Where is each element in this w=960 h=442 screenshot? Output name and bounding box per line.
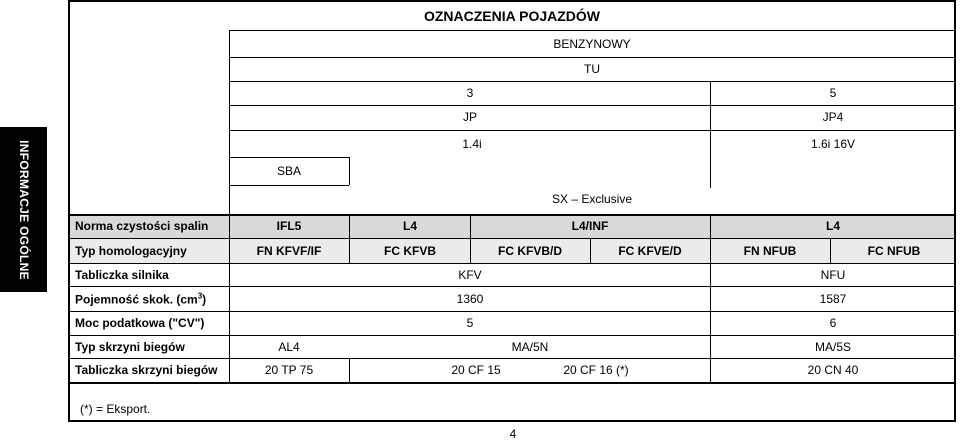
homolog-2: FC KFVB [384, 244, 436, 258]
page-title: OZNACZENIA POJAZDÓW [423, 8, 601, 24]
footnote: (*) = Eksport. [80, 402, 151, 416]
tabl-skrzyni-1: 20 TP 75 [264, 363, 314, 377]
skrzynia-ma5s: MA/5S [814, 340, 852, 354]
displacement-14: 1.4i [462, 137, 482, 151]
fuel-header: BENZYNOWY [553, 37, 631, 51]
pojemnosc-1360: 1360 [456, 292, 484, 306]
norma-ifl5: IFL5 [276, 219, 302, 233]
norma-l4-a: L4 [402, 219, 418, 233]
tabliczka-nfu: NFU [820, 268, 846, 282]
homolog-1: FN KFVF/IF [256, 244, 322, 258]
norma-l4-b: L4 [825, 219, 841, 233]
homolog-6: FC NFUB [867, 244, 921, 258]
displacement-16: 1.6i 16V [810, 137, 856, 151]
trim-header: SX – Exclusive [551, 192, 633, 206]
moc-6: 6 [829, 316, 837, 330]
tabl-skrzyni-2: 20 CF 15 [451, 363, 501, 377]
row-label-homolog: Typ homologacyjny [75, 244, 187, 258]
model-header: TU [584, 62, 600, 76]
homolog-4: FC KFVE/D [618, 244, 682, 258]
moc-5: 5 [466, 316, 474, 330]
skrzynia-al4: AL4 [278, 340, 300, 354]
row-label-tabl-skrzyni: Tabliczka skrzyni biegów [75, 363, 218, 377]
side-tab [0, 127, 47, 292]
side-tab-label: INFORMACJE OGÓLNE [16, 139, 31, 280]
pojemnosc-1587: 1587 [819, 292, 847, 306]
row-label-norma: Norma czystości spalin [75, 219, 209, 233]
sba-header: SBA [276, 164, 302, 178]
page-number: 4 [509, 427, 517, 441]
homolog-5: FN NFUB [743, 244, 797, 258]
engine-code-jp: JP [462, 110, 478, 124]
skrzynia-ma5n: MA/5N [511, 340, 549, 354]
row-label-tabliczka: Tabliczka silnika [75, 268, 169, 282]
homolog-3: FC KFVB/D [498, 244, 562, 258]
tabl-skrzyni-3: 20 CF 16 (*) [563, 363, 629, 377]
engine-code-jp4: JP4 [822, 110, 844, 124]
norma-l4inf: L4/INF [571, 219, 609, 233]
engine-group-5: 5 [829, 86, 837, 100]
tabl-skrzyni-4: 20 CN 40 [807, 363, 859, 377]
row-label-pojemnosc: Pojemność skok. $(cm^3)$ [75, 291, 207, 307]
engine-group-3: 3 [466, 86, 474, 100]
tabliczka-kfv: KFV [458, 268, 482, 282]
row-label-skrzynia: Typ skrzyni biegów [75, 340, 185, 354]
row-label-moc: Moc podatkowa ("CV") [75, 316, 205, 330]
